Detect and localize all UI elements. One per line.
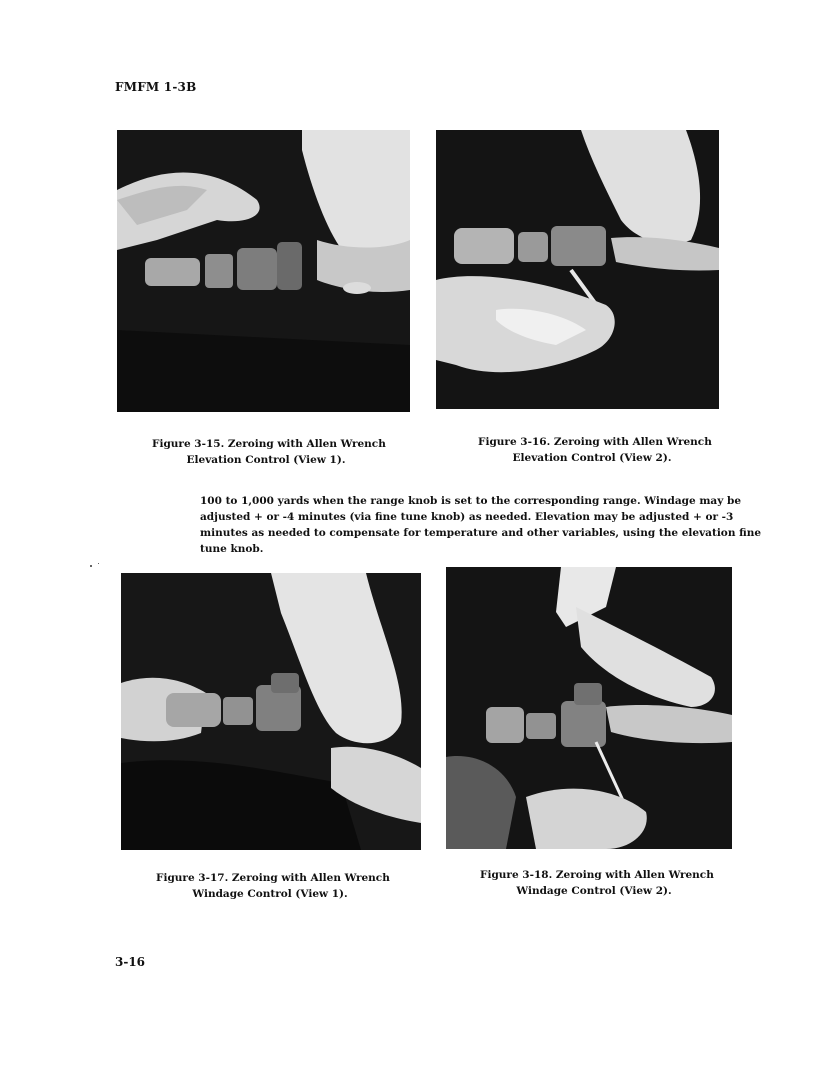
body-line: minutes as needed to compensate for temperature and other variables, using the elevation fine [200,527,762,539]
body-paragraph [200,493,762,557]
figure-3-15-photo [117,130,410,412]
figure-3-17-caption-line2: Windage Control (View 1). [192,888,348,900]
scan-speck [90,565,92,567]
figure-3-17-caption [156,870,390,902]
figure-3-15-caption-line2: Elevation Control (View 1). [186,454,346,466]
figure-3-16-caption [478,434,712,466]
figure-3-18-photo [446,567,732,849]
figure-3-16-caption-line2: Elevation Control (View 2). [512,452,672,464]
body-line: tune knob. [200,543,264,555]
figure-3-18-caption-line1: Figure 3-18. Zeroing with Allen Wrench [480,869,714,881]
figure-3-16-photo [436,130,719,409]
figure-3-16-caption-line1: Figure 3-16. Zeroing with Allen Wrench [478,436,712,448]
scan-speck [98,563,99,564]
figure-3-15-caption-line1: Figure 3-15. Zeroing with Allen Wrench [152,438,386,450]
document-id-header: FMFM 1-3B [115,80,197,94]
figure-3-18-caption [480,867,714,899]
figure-3-15-caption [152,436,386,468]
figure-3-18-caption-line2: Windage Control (View 2). [516,885,672,897]
page-number: 3-16 [115,955,146,969]
body-line: 100 to 1,000 yards when the range knob is set to the corresponding range. Windage may be [200,495,742,507]
body-line: adjusted + or -4 minutes (via fine tune knob) as needed. Elevation may be adjusted + or -3 [200,511,734,523]
figure-3-17-photo [121,573,421,850]
figure-3-17-caption-line1: Figure 3-17. Zeroing with Allen Wrench [156,872,390,884]
